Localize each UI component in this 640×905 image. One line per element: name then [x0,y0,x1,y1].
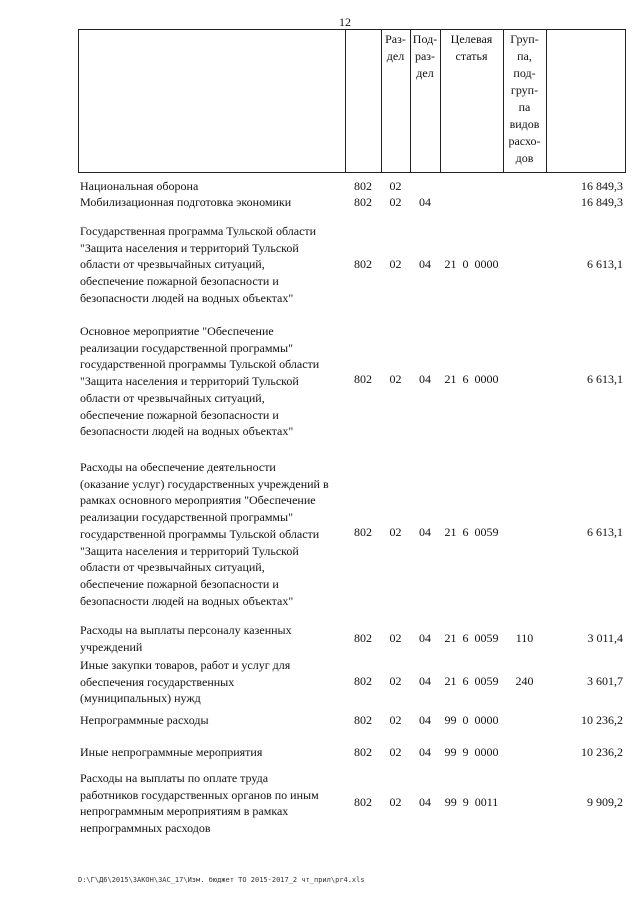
row-name: непрограммным мероприятиям в рамках [80,804,289,819]
row-name: работников государственных органов по иным [80,787,319,802]
row-sum: 16 849,3 [581,179,623,193]
header-top-border [78,29,625,30]
row-name: Основное мероприятие "Обеспечение [80,324,274,338]
header-podrazdel: Под- [412,32,438,46]
row-podrazdel: 04 [419,372,431,386]
header-expense-group: под- [513,66,536,80]
row-name: Иные закупки товаров, работ и услуг для [80,658,291,672]
row-grbs: 802 [354,745,372,759]
row-podrazdel: 04 [419,631,431,645]
row-name: Государственная программа Тульской области [80,224,317,238]
row-grbs: 802 [354,257,372,271]
header-expense-group: па, [517,49,532,63]
row-target-article: 21 6 0000 [444,372,499,386]
row-razdel: 02 [389,674,402,688]
row-podrazdel: 04 [419,745,431,759]
row-name: Мобилизационная подготовка экономики [80,195,292,209]
row-podrazdel: 04 [419,195,431,209]
row-target-article: 99 0 0000 [444,713,499,727]
row-sum: 3 601,7 [587,674,623,688]
row-name: обеспечения государственных [80,674,235,689]
row-name: Расходы на обеспечение деятельности [80,460,276,474]
row-name: учреждений [80,639,143,654]
row-target-article: 99 9 0000 [444,745,499,759]
header-column-divider [546,29,547,173]
row-razdel: 02 [389,179,402,193]
row-name: непрограммных расходов [80,821,211,836]
row-name: Непрограммные расходы [80,713,209,727]
header-expense-group: Груп- [510,32,539,46]
header-razdel: дел [386,49,405,63]
page-number: 12 [339,15,351,29]
row-name: рамках основного мероприятия "Обеспечение [80,493,316,508]
row-name: реализации государственной программы" [80,510,293,525]
header-column-divider [78,29,79,173]
row-grbs: 802 [354,795,372,809]
row-razdel: 02 [389,745,402,759]
row-name: обеспечение пожарной безопасности и [80,274,279,289]
header-expense-group: видов [509,117,540,131]
row-name: государственной программы Тульской области [80,357,320,372]
row-sum: 10 236,2 [581,713,623,727]
row-sum: 6 613,1 [587,372,623,386]
header-expense-group: расхо- [508,134,541,148]
row-podrazdel: 04 [419,257,431,271]
header-podrazdel: раз- [414,49,436,63]
row-name: Расходы на выплаты по оплате труда [80,771,269,785]
row-name: "Защита населения и территорий Тульской [80,543,299,558]
row-grbs: 802 [354,372,372,386]
row-target-article: 21 6 0059 [444,631,499,645]
row-sum: 6 613,1 [587,257,623,271]
row-podrazdel: 04 [419,713,431,727]
row-podrazdel: 04 [419,674,431,688]
row-name: реализации государственной программы" [80,340,293,355]
row-name: "Защита населения и территорий Тульской [80,374,299,389]
row-sum: 3 011,4 [587,631,623,645]
row-grbs: 802 [354,631,372,645]
row-razdel: 02 [389,257,402,271]
row-razdel: 02 [389,525,402,539]
header-bottom-border [78,172,625,173]
row-name: Национальная оборона [80,179,199,193]
row-grbs: 802 [354,195,372,209]
row-target-article: 21 0 0000 [444,257,499,271]
row-name: (муниципальных) нужд [80,691,201,706]
row-target-article: 21 6 0059 [444,674,499,688]
row-expense-group: 110 [515,631,534,645]
row-grbs: 802 [354,713,372,727]
row-name: безопасности людей на водных объектах" [80,424,294,439]
row-grbs: 802 [354,674,372,688]
row-name: (оказание услуг) государственных учреждений в [80,476,329,491]
row-name: Иные непрограммные мероприятия [80,745,263,759]
row-name: государственной программы Тульской области [80,526,320,541]
row-razdel: 02 [389,631,402,645]
row-podrazdel: 04 [419,525,431,539]
row-name: Расходы на выплаты персоналу казенных [80,623,292,637]
header-razdel: Раз- [385,32,406,46]
header-target-article: статья [455,49,488,63]
header-podrazdel: дел [416,66,434,80]
row-razdel: 02 [389,195,402,209]
header-column-divider [625,29,626,173]
row-podrazdel: 04 [419,795,431,809]
row-name: безопасности людей на водных объектах" [80,290,294,305]
row-sum: 16 849,3 [581,195,623,209]
row-name: области от чрезвычайных ситуаций, [80,390,265,405]
row-grbs: 802 [354,525,372,539]
row-grbs: 802 [354,179,372,193]
row-sum: 6 613,1 [587,525,623,539]
row-name: "Защита населения и территорий Тульской [80,240,299,255]
row-razdel: 02 [389,372,402,386]
row-target-article: 21 6 0059 [444,525,499,539]
row-name: обеспечение пожарной безопасности и [80,407,279,422]
row-sum: 9 909,2 [587,795,623,809]
row-expense-group: 240 [515,674,534,688]
header-column-divider [345,29,346,173]
header-expense-group: груп- [510,83,539,97]
row-target-article: 99 9 0011 [444,795,499,809]
file-path-footer: D:\Г\Д6\2015\ЗАКОН\ЗАС_17\Изм. бюджет ТО 2015-2017_2 чт_прил\pr4.xls [78,876,365,884]
row-name: области от чрезвычайных ситуаций, [80,257,265,272]
header-expense-group: па [518,100,531,114]
header-target-article: Целевая [450,32,493,46]
row-sum: 10 236,2 [581,745,623,759]
row-name: безопасности людей на водных объектах" [80,593,294,608]
row-name: обеспечение пожарной безопасности и [80,576,279,591]
row-name: области от чрезвычайных ситуаций, [80,560,265,575]
header-expense-group: дов [515,151,534,165]
row-razdel: 02 [389,795,402,809]
row-razdel: 02 [389,713,402,727]
